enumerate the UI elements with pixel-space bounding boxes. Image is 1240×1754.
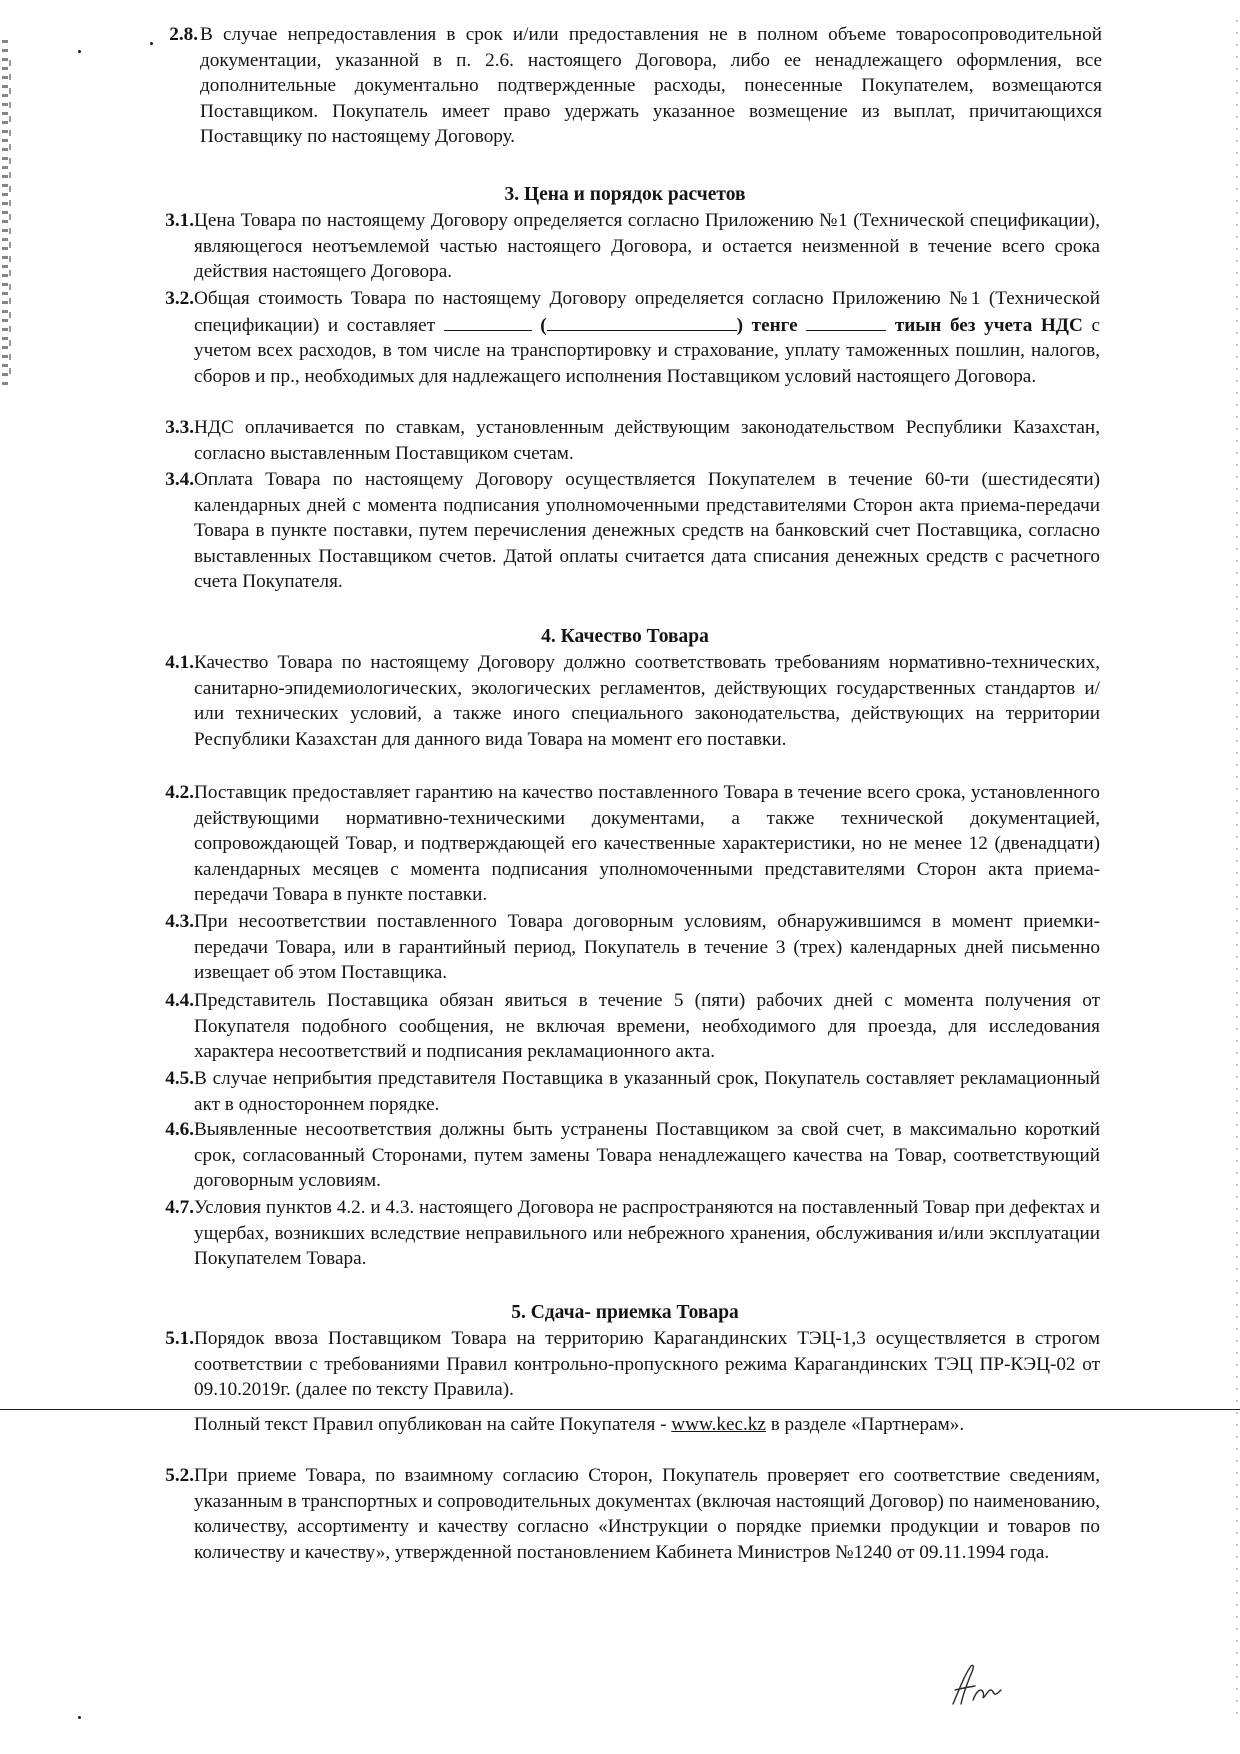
clause-number: 3.3. [165,417,194,438]
clause-number: 4.1. [165,652,194,673]
clause-4-6 [150,1117,1100,1194]
scan-edge-marks-right [1236,20,1238,1720]
clause-text-part2: с учетом всех расходов, в том числе на транспортировку и страхование, уплату таможенных пошлин, налогов, сборов и пр., необходимых для надлежащего исполнения Поставщиком условий настоящего Договора. [194,314,1100,387]
clause-text-published: Полный текст Правил опубликован на сайте Покупателя - [194,1414,667,1435]
clause-text: Цена Товара по настоящему Договору определяется согласно Приложению №1 (Технической спецификации), являющегося неотъемлемой частью настоящего Договора, и остается неизменной в течение всего срока действия настоящего Договора. [194,210,1100,283]
clause-text: Поставщик предоставляет гарантию на качество поставленного Товара в течение всего срока, установленного действующими нормативно-техническими документами, а также технической документацией, сопровождающей Товар, и подтверждающей его качественные характеристики, но не менее 12 (двенадцати) календарных месяцев с момента подписания уполномоченными представителями Сторон акта приема-передачи Товара в пункте поставки. [194,782,1100,906]
fill-in-blank-amount [444,312,532,331]
section-heading-5: 5. Сдача- приемка Товара [511,1302,739,1323]
clause-3-2 [150,286,1100,389]
clause-number: 3.2. [165,288,194,309]
clause-number: 4.5. [165,1068,194,1089]
clause-text: Представитель Поставщика обязан явиться в течение 5 (пяти) рабочих дней с момента получения от Покупателя подобного сообщения, не включая времени, необходимого для проезда, для исследования характера несоответствий и подписания рекламационного акта. [194,990,1100,1063]
clause-text [194,1326,1100,1403]
clause-5-1 [150,1326,1100,1403]
clause-number: 2.8. [169,24,198,45]
signature-initials-icon [945,1660,1005,1710]
clause-4-5 [150,1066,1100,1117]
clause-text-section: в разделе «Партнерам». [770,1414,965,1435]
clause-text: Оплата Товара по настоящему Договору осуществляется Покупателем в течение 60-ти (шестидесяти) календарных дней с момента подписания уполномоченными представителями Сторон акта приема-передачи Товара в пункте поставки, путем перечисления денежных средств на банковский счет Поставщика, согласно выставленных Поставщиком счетов. Датой оплаты считается дата списания денежных средств с расчетного счета Покупателя. [194,469,1100,593]
clause-text [194,1412,1100,1438]
clause-number: 5.2. [165,1465,194,1486]
clause-text: Выявленные несоответствия должны быть устранены Поставщиком за свой счет, в максимально короткий срок, согласованный Сторонами, путем замены Товара ненадлежащего качества на Товар, соответствующий договорным условиям. [194,1119,1100,1192]
clause-3-1 [150,208,1100,285]
clause-text: В случае неприбытия представителя Поставщика в указанный срок, Покупатель составляет рекламационный акт в одностороннем порядке. [194,1068,1100,1115]
section-heading-4: 4. Качество Товара [541,626,709,647]
clause-text: Условия пунктов 4.2. и 4.3. настоящего Договора не распространяются на поставленный Товар при дефектах и ущербах, возникших вследствие неправильного или небрежного хранения, обслуживания и/или эксплуатации Покупателем Товара. [194,1197,1100,1270]
clause-text: В случае непредоставления в срок и/или предоставления не в полном объеме товаросопроводительной документации, указанной в п. 2.6. настоящего Договора, либо ее ненадлежащего оформления, все дополнительные документально подтвержденные расходы, понесенные Покупателем, возмещаются Поставщиком. Покупатель имеет право удержать указанное возмещение из выплат, причитающихся Поставщику по настоящему Договору. [200,24,1102,148]
currency-label: ) тенге [736,314,798,336]
clause-text: НДС оплачивается по ставкам, установленным действующим законодательством Республики Казахстан, согласно выставленным Поставщиком счетам. [194,417,1100,464]
section-heading-3: 3. Цена и порядок расчетов [504,184,746,205]
clause-3-4 [150,467,1100,595]
clause-text: При приеме Товара, по взаимному согласию Сторон, Покупатель проверяет его соответствие сведениям, указанным в транспортных и сопроводительных документах (включая настоящий Договор) по наименованию, количеству, ассортименту и качеству согласно «Инструкции о порядке приемки продукции и товаров по количеству и качеству», утвержденной постановлением Кабинета Министров №1240 от 09.11.1994 года. [194,1465,1100,1563]
fill-in-blank-tiyn [806,312,886,331]
vat-exclusion-label: тиын без учета НДС [894,314,1083,336]
clause-text: Качество Товара по настоящему Договору должно соответствовать требованиям нормативно-технических, санитарно-эпидемиологических, экологических регламентов, действующих государственных стандартов и/или технических условий, а также иного специального законодательства, действующих на территории Республики Казахстан для данного вида Товара на момент его поставки. [194,652,1100,750]
clause-5-1-continued [150,1412,1100,1438]
scan-edge-marks-inner [9,60,11,380]
clause-number: 4.4. [165,990,194,1011]
clause-number: 5.1. [165,1328,194,1349]
clause-text-rules: Порядок ввоза Поставщиком Товара на территорию Карагандинских ТЭЦ-1,3 осуществляется в строгом соответствии с требованиями Правил контрольно-пропускного режима Карагандинских ТЭЦ ПР-КЭЦ-02 от 09.10.2019г. (далее по тексту Правила). [194,1328,1100,1401]
website-link[interactable]: www.kec.kz [671,1414,766,1435]
clause-text: При несоответствии поставленного Товара договорным условиям, обнаружившимся в момент приемки-передачи Товара, или в гарантийный период, Покупатель в течение 3 (трех) календарных дней письменно извещает об этом Поставщика. [194,911,1100,984]
clause-5-2 [150,1463,1100,1565]
clause-number: 4.7. [165,1197,194,1218]
fill-in-blank-amount-words [547,312,737,331]
scan-edge-marks [2,40,8,390]
clause-number: 4.2. [165,782,194,803]
clause-4-3 [150,909,1100,986]
clause-2-8 [152,22,1102,150]
open-paren: ( [540,314,547,336]
clause-4-1 [150,650,1100,752]
clause-number: 4.6. [165,1119,194,1140]
clause-4-7 [150,1195,1100,1272]
scan-speck [78,1716,81,1719]
clause-text [194,286,1100,389]
horizontal-divider-line [0,1409,1240,1410]
clause-number: 4.3. [165,911,194,932]
clause-number: 3.4. [165,469,194,490]
clause-4-4 [150,988,1100,1065]
scan-speck [78,50,81,53]
clause-number: 3.1. [165,210,194,231]
clause-text-part1: Общая стоимость Товара по настоящему Договору определяется согласно Приложению №1 (Технической спецификации) и составляет [194,288,1100,336]
clause-3-3 [150,415,1100,466]
clause-4-2 [150,780,1100,908]
